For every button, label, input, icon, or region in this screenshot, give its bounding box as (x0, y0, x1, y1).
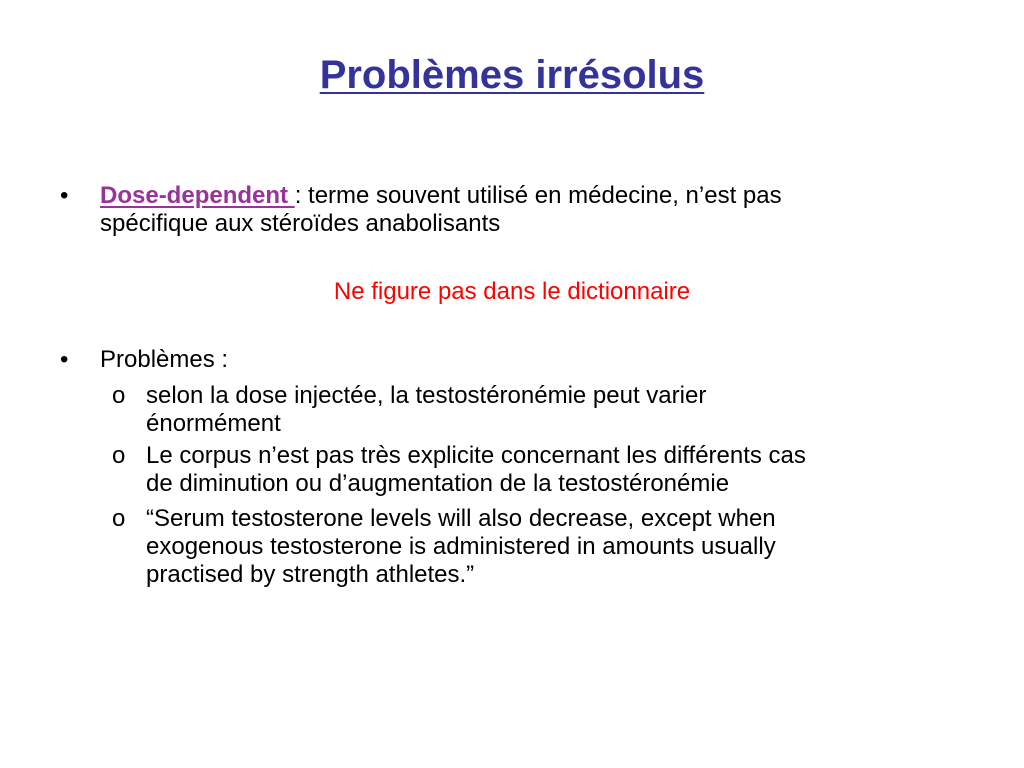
bullet-item-1 (100, 182, 940, 238)
sub-item-2 (146, 442, 946, 498)
bullet-marker-2: • (60, 346, 69, 373)
sub-item-1-line1: selon la dose injectée, la testostéronémie peut varier (146, 382, 707, 409)
sub-item-2-line2: de diminution ou d’augmentation de la testostéronémie (146, 470, 730, 497)
sub-item-1-line2: énormément (146, 410, 281, 437)
slide-title (0, 50, 1024, 100)
slide-title-text: Problèmes irrésolus (319, 53, 705, 97)
sub-item-3-line1: “Serum testosterone levels will also decrease, except when (146, 505, 776, 532)
dictionary-note: Ne figure pas dans le dictionnaire (333, 278, 691, 305)
sub-item-3 (146, 505, 946, 589)
sub-item-2-line1: Le corpus n’est pas très explicite concernant les différents cas (146, 442, 806, 469)
sub-item-1 (146, 382, 946, 438)
bullet-item-2: Problèmes : (100, 346, 229, 373)
bullet-item-1-text: : terme souvent utilisé en médecine, n’est pas (294, 182, 782, 209)
bullet-marker-1: • (60, 182, 69, 209)
bullet-item-1-text-line2: spécifique aux stéroïdes anabolisants (100, 210, 501, 237)
sub-bullet-marker-1: o (112, 382, 126, 409)
dose-dependent-term: Dose-dependent (100, 182, 295, 209)
sub-bullet-marker-2: o (112, 442, 126, 469)
sub-item-3-line3: practised by strength athletes.” (146, 561, 475, 588)
sub-item-3-line2: exogenous testosterone is administered in amounts usually (146, 533, 776, 560)
sub-bullet-marker-3: o (112, 505, 126, 532)
